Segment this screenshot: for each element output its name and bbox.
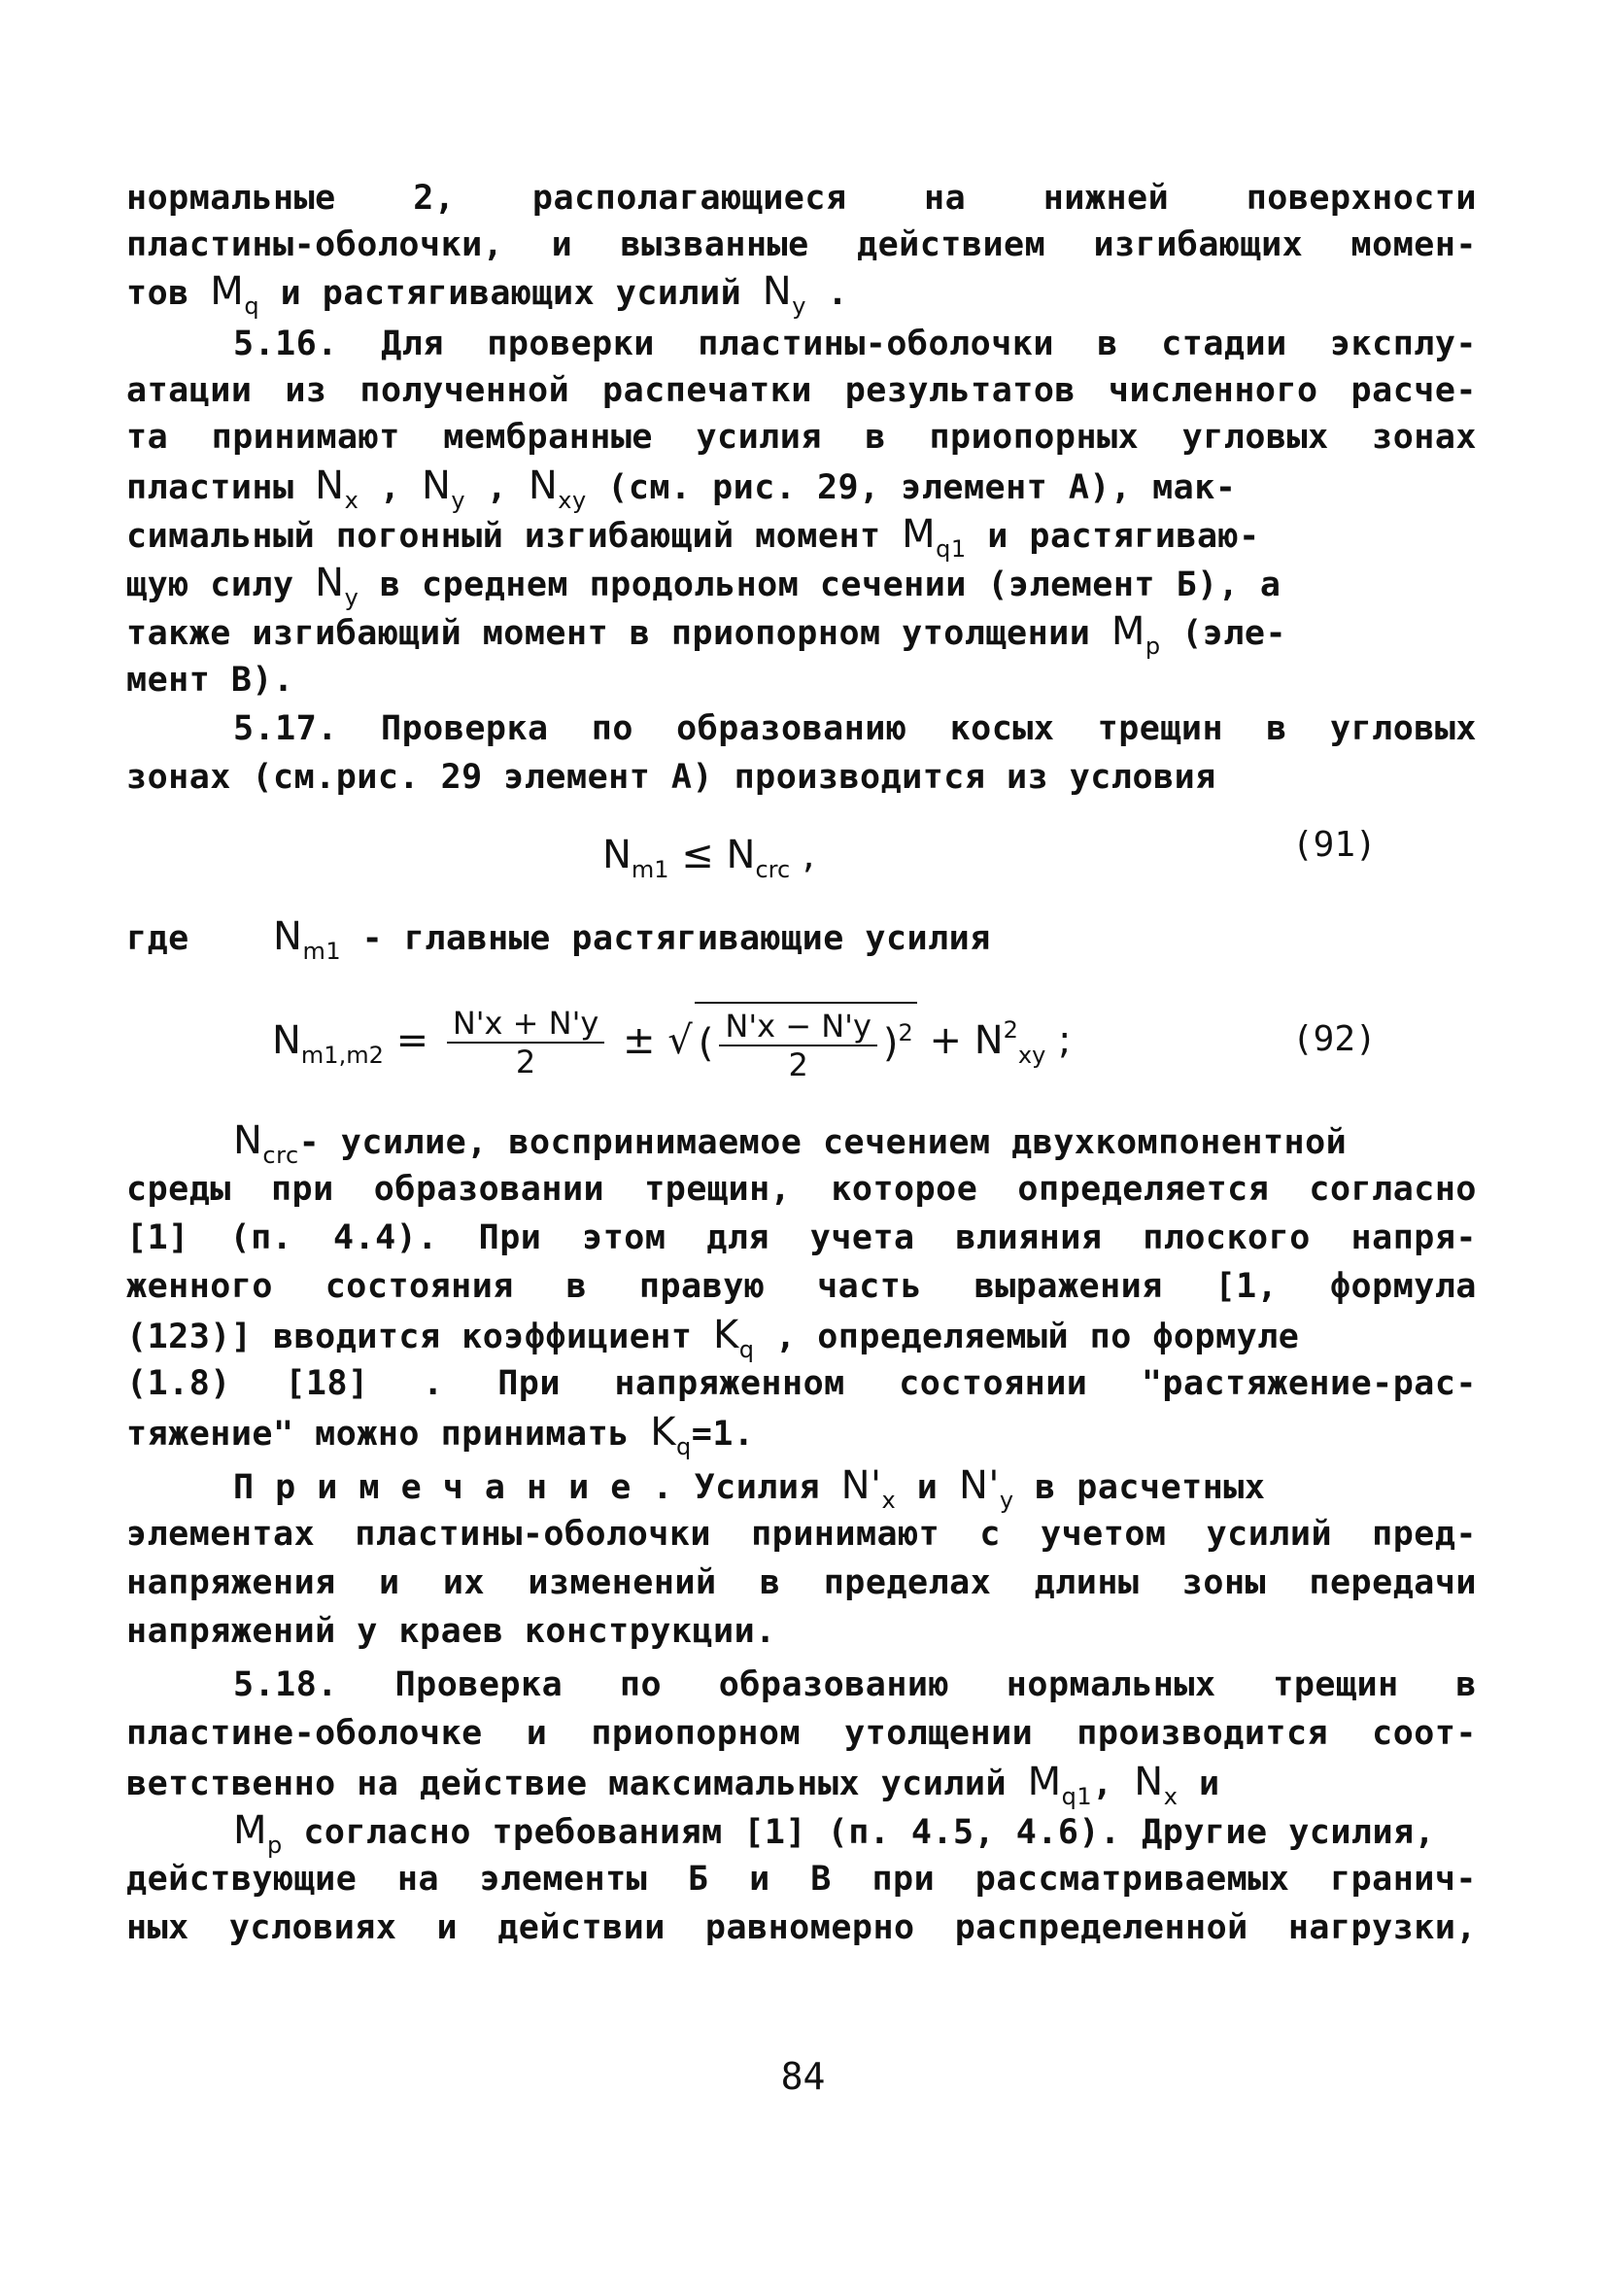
text: 5.16. Для проверки пластины-оболочки в стадии эксплу- bbox=[233, 325, 1477, 363]
text: симальный погонный изгибающий момент bbox=[126, 517, 903, 556]
subscript: q1 bbox=[936, 535, 967, 563]
subscript: m1,m2 bbox=[300, 1042, 384, 1069]
text-line bbox=[126, 414, 1477, 461]
text: напряжений у краев конструкции. bbox=[126, 1612, 776, 1651]
operator: + N bbox=[916, 1018, 1004, 1063]
text: , bbox=[1092, 1765, 1135, 1803]
text: женного состояния в правую часть выражения [1, формула bbox=[126, 1267, 1477, 1306]
page-number: 84 bbox=[780, 2055, 826, 2098]
equation-92 bbox=[272, 1001, 1072, 1084]
text: ; bbox=[1045, 1018, 1072, 1063]
text-line bbox=[126, 1511, 1477, 1558]
subscript: y bbox=[344, 584, 359, 611]
text: атации из полученной распечатки результатов численного расче- bbox=[126, 371, 1477, 410]
symbol-N: N bbox=[1134, 1760, 1164, 1804]
text: =1. bbox=[691, 1415, 755, 1454]
subscript: x bbox=[881, 1487, 897, 1514]
text: - главные растягивающие усилия bbox=[341, 919, 991, 958]
equation-91 bbox=[602, 826, 815, 899]
text: также изгибающий момент в приопорном утолщении bbox=[126, 614, 1111, 653]
text: , определяемый по формуле bbox=[754, 1318, 1300, 1356]
numerator: N'x + N'y bbox=[447, 1005, 605, 1044]
text: элементах пластины-оболочки принимают с учетом усилий пред- bbox=[126, 1515, 1477, 1554]
symbol-N: N bbox=[315, 463, 345, 508]
text: действующие на элементы Б и В при рассматриваемых гранич- bbox=[126, 1860, 1477, 1899]
text: пластины-оболочки, и вызванные действием изгибающих момен- bbox=[126, 225, 1477, 264]
text: в расчетных bbox=[1013, 1468, 1266, 1507]
text: та принимают мембранные усилия в приопорных угловых зонах bbox=[126, 418, 1477, 457]
text-line bbox=[126, 657, 1477, 703]
text-line bbox=[126, 1166, 1477, 1213]
text-line bbox=[126, 1559, 1477, 1606]
symbol-M: M bbox=[902, 512, 937, 557]
subscript: xy bbox=[558, 487, 587, 514]
superscript: 2 bbox=[1003, 1016, 1018, 1044]
text: , bbox=[465, 468, 529, 507]
note-label: П р и м е ч а н и е . bbox=[233, 1468, 674, 1507]
text-line bbox=[126, 1608, 1477, 1655]
symbol-M: M bbox=[1111, 609, 1145, 654]
symbol-N: N bbox=[315, 561, 345, 605]
symbol-M: M bbox=[1027, 1760, 1062, 1804]
text: согласно требованиям [1] (п. 4.5, 4.6). Другие усилия, bbox=[282, 1813, 1436, 1852]
subscript: crc bbox=[262, 1142, 299, 1169]
symbol-N: N bbox=[602, 833, 632, 877]
sqrt-body: ( $\frac{N'x - N'y}{2}$ )$^2$ bbox=[695, 1002, 917, 1083]
subscript: q bbox=[676, 1433, 692, 1460]
denominator: 2 bbox=[788, 1046, 808, 1083]
operator: = bbox=[383, 1018, 441, 1063]
equation-number: (91) bbox=[1292, 825, 1377, 865]
text-line bbox=[126, 1215, 1477, 1261]
symbol-N: N bbox=[528, 463, 559, 508]
subscript: q bbox=[738, 1336, 755, 1363]
text: в среднем продольном сечении (элемент Б), а bbox=[359, 565, 1281, 604]
text: . bbox=[805, 274, 849, 313]
text-line bbox=[126, 175, 1477, 222]
text: и растягиваю- bbox=[966, 517, 1260, 556]
text: и bbox=[1178, 1765, 1220, 1803]
subscript: y bbox=[792, 292, 806, 320]
text-line bbox=[126, 1409, 1477, 1470]
subscript: x bbox=[344, 487, 359, 514]
subscript: m1 bbox=[302, 938, 342, 965]
text: (1.8) [18] . При напряженном состоянии "растяжение-рас- bbox=[126, 1364, 1477, 1403]
text: пластины bbox=[126, 468, 316, 507]
text: нормальные 2, располагающиеся на нижней поверхности bbox=[126, 179, 1477, 218]
section-5-18-line bbox=[233, 1662, 1477, 1708]
equation-number: (92) bbox=[1292, 1019, 1377, 1059]
text: среды при образовании трещин, которое определяется согласно bbox=[126, 1170, 1477, 1209]
symbol-N: N' bbox=[840, 1463, 882, 1508]
subscript: q1 bbox=[1061, 1783, 1093, 1810]
text-line bbox=[126, 367, 1477, 414]
text-line bbox=[126, 1263, 1477, 1310]
denominator: 2 bbox=[515, 1044, 536, 1080]
symbol-M: M bbox=[233, 1808, 268, 1853]
text-line bbox=[126, 1904, 1477, 1951]
text-line bbox=[126, 1856, 1477, 1902]
text-line bbox=[126, 1710, 1477, 1757]
symbol-N: N bbox=[272, 1018, 301, 1063]
text-line bbox=[126, 222, 1477, 268]
operator: ≤ bbox=[668, 833, 727, 877]
text: тяжение" можно принимать bbox=[126, 1415, 651, 1454]
symbol-N: N bbox=[726, 833, 756, 877]
text: , bbox=[790, 833, 815, 877]
text: 5.18. Проверка по образованию нормальных трещин в bbox=[233, 1665, 1477, 1704]
text: , bbox=[359, 468, 422, 507]
subscript: crc bbox=[755, 856, 791, 883]
text: ных условиях и действии равномерно распределенной нагрузки, bbox=[126, 1908, 1477, 1947]
section-5-17-line bbox=[233, 705, 1477, 752]
text: - усилие, воспринимаемое сечением двухкомпонентной bbox=[298, 1123, 1348, 1162]
text: (см. рис. 29, элемент А), мак- bbox=[586, 468, 1237, 507]
where-line bbox=[126, 913, 1477, 975]
text: пластине-оболочке и приопорном утолщении производится соот- bbox=[126, 1714, 1477, 1753]
text: (123)] вводится коэффициент bbox=[126, 1318, 714, 1356]
text: напряжения и их изменений в пределах длины зоны передачи bbox=[126, 1563, 1477, 1602]
symbol-M: M bbox=[210, 269, 245, 314]
numerator: N'x − N'y bbox=[719, 1008, 877, 1046]
subscript: m1 bbox=[631, 856, 669, 883]
section-5-16-line bbox=[233, 321, 1477, 367]
text: 5.17. Проверка по образованию косых трещин в угловых bbox=[233, 709, 1477, 748]
text-line bbox=[126, 754, 1477, 801]
symbol-N: N bbox=[422, 463, 452, 508]
subscript: y bbox=[451, 487, 466, 514]
text-line bbox=[126, 1360, 1477, 1407]
operator: ± bbox=[610, 1018, 668, 1063]
text: Усилия bbox=[673, 1468, 841, 1507]
sqrt-sign: √ bbox=[667, 1018, 693, 1063]
subscript: p bbox=[267, 1832, 283, 1859]
subscript: xy bbox=[1017, 1042, 1046, 1069]
text: где bbox=[126, 919, 189, 958]
text: (эле- bbox=[1160, 614, 1287, 653]
text: ветственно на действие максимальных усилий bbox=[126, 1765, 1028, 1803]
text: мент В). bbox=[126, 661, 294, 700]
symbol-K: K bbox=[713, 1313, 739, 1357]
text: тов bbox=[126, 274, 211, 313]
subscript: y bbox=[999, 1487, 1014, 1514]
text: зонах (см.рис. 29 элемент А) производится из условия bbox=[126, 758, 1216, 797]
superscript: 2 bbox=[898, 1019, 913, 1046]
symbol-N: N bbox=[233, 1118, 263, 1163]
subscript: p bbox=[1145, 633, 1161, 660]
subscript: q bbox=[244, 292, 260, 320]
symbol-N: N bbox=[762, 269, 793, 314]
symbol-K: K bbox=[650, 1410, 677, 1455]
subscript: x bbox=[1163, 1783, 1179, 1810]
text: щую силу bbox=[126, 565, 316, 604]
text: [1] (п. 4.4). При этом для учета влияния плоского напря- bbox=[126, 1218, 1477, 1257]
symbol-N: N' bbox=[958, 1463, 1000, 1508]
text: и bbox=[896, 1468, 959, 1507]
text: и растягивающих усилий bbox=[259, 274, 763, 313]
fraction bbox=[447, 1005, 605, 1080]
symbol-N: N bbox=[273, 914, 303, 959]
fraction bbox=[719, 1008, 877, 1083]
